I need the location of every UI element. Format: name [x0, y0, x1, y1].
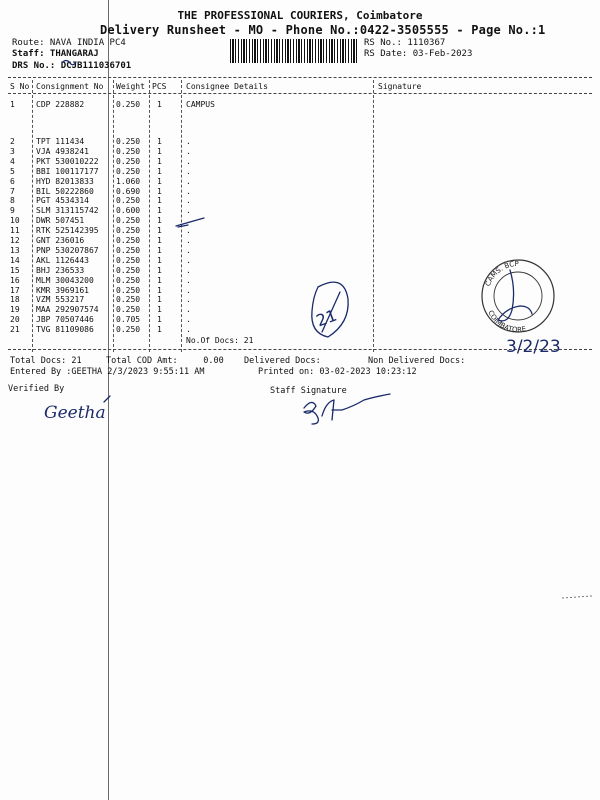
- cell-sno: 3: [10, 146, 15, 156]
- cell-pcs: 1: [157, 245, 162, 255]
- cell-pcs: 1: [157, 216, 162, 226]
- cell-weight: 0.250: [116, 226, 141, 236]
- cell-consignment: PKT 530010222: [36, 156, 99, 166]
- cell-sno: 20: [10, 315, 20, 325]
- staff-signature-label: Staff Signature: [270, 386, 347, 396]
- cell-pcs: 1: [157, 176, 162, 186]
- cell-pcs: 1: [157, 265, 162, 275]
- svg-text:Geetha: Geetha: [44, 403, 106, 423]
- cell-pcs: 1: [157, 305, 162, 315]
- cell-sno: 17: [10, 285, 20, 295]
- non-delivered-docs: Non Delivered Docs:: [368, 356, 466, 366]
- cell-consignment: SLM 313115742: [36, 206, 99, 216]
- cell-sno: 7: [10, 186, 15, 196]
- runsheet-title: Delivery Runsheet - MO - Phone No.:0422-3505555 - Page No.:1: [100, 23, 546, 37]
- cell-sno: 10: [10, 216, 20, 226]
- entered-by: Entered By :GEETHA 2/3/2023 9:55:11 AM: [10, 367, 205, 377]
- cell-consignment: MLM 30043200: [36, 275, 94, 285]
- cell-weight: 0.250: [116, 285, 141, 295]
- cell-sno: 2: [10, 137, 15, 146]
- staff-signature: [304, 394, 390, 424]
- cell-details: .: [186, 305, 191, 315]
- cell-weight: 0.250: [116, 295, 141, 305]
- cell-pcs: 1: [157, 206, 162, 216]
- cell-details: .: [186, 146, 191, 156]
- cell-consignment: PGT 4534314: [36, 196, 89, 206]
- cell-sno: 12: [10, 236, 20, 245]
- cell-weight: 0.250: [116, 166, 141, 176]
- cell-consignment: BBI 100117177: [36, 166, 99, 176]
- cell-details: .: [186, 255, 191, 265]
- cell-consignment: TVG 81109086: [36, 325, 94, 335]
- cell-weight: 0.250: [116, 275, 141, 285]
- cell-consignment: PNP 530207867: [36, 245, 99, 255]
- col-header-weight: Weight: [116, 82, 145, 91]
- cell-details: .: [186, 295, 191, 305]
- cell-consignment: GNT 236016: [36, 236, 85, 245]
- cell-consignment: AKL 1126443: [36, 255, 89, 265]
- cell-sno: 19: [10, 305, 20, 315]
- cell-sno: 18: [10, 295, 20, 305]
- cell-pcs: 1: [157, 156, 162, 166]
- cell-sno: 9: [10, 206, 15, 216]
- cell-pcs: 1: [157, 285, 162, 295]
- cell-weight: 0.250: [116, 255, 141, 265]
- cell-pcs: 1: [157, 295, 162, 305]
- cell-pcs: 1: [157, 255, 162, 265]
- cell-weight: 0.250: [116, 216, 141, 226]
- delivered-docs: Delivered Docs:: [244, 356, 321, 366]
- cell-details: .: [186, 325, 191, 335]
- cell-pcs: 1: [157, 186, 162, 196]
- company-title: THE PROFESSIONAL COURIERS, Coimbatore: [177, 9, 423, 22]
- cell-weight: 0.250: [116, 196, 141, 206]
- scan-mark: [562, 596, 592, 598]
- cell-details: .: [186, 216, 191, 226]
- cell-weight: 1.060: [116, 176, 141, 186]
- col-header-pcs: PCS: [152, 82, 167, 91]
- cell-weight: 0.250: [116, 245, 141, 255]
- cell-details: .: [186, 206, 191, 216]
- cell-details: .: [186, 176, 191, 186]
- circled-count-21: [312, 282, 348, 337]
- cell-weight: 0.250: [116, 265, 141, 275]
- cell-weight: 0.250: [116, 305, 141, 315]
- printed-on: Printed on: 03-02-2023 10:23:12: [258, 367, 417, 377]
- cell-weight: 0.250: [116, 100, 141, 109]
- cell-details: CAMPUS: [186, 100, 215, 109]
- cell-sno: 11: [10, 226, 20, 236]
- cell-pcs: 1: [157, 146, 162, 156]
- cell-consignment: MAA 292907574: [36, 305, 99, 315]
- cell-details: .: [186, 245, 191, 255]
- cell-consignment: KMR 3969161: [36, 285, 89, 295]
- total-docs: Total Docs: 21: [10, 356, 82, 366]
- cell-consignment: VJA 4938241: [36, 146, 89, 156]
- cell-weight: 0.250: [116, 156, 141, 166]
- staff-label: Staff: THANGARAJ: [12, 49, 99, 59]
- svg-text:CAMS. BCP: CAMS. BCP: [483, 259, 519, 288]
- cell-details: .: [186, 156, 191, 166]
- cell-details: .: [186, 137, 191, 146]
- cell-details: .: [186, 236, 191, 245]
- cell-consignment: HYD 82013833: [36, 176, 94, 186]
- cell-consignment: RTK 525142395: [36, 226, 99, 236]
- drs-number: DRS No.: DCJB111036701: [12, 61, 132, 71]
- cell-weight: 0.250: [116, 236, 141, 245]
- svg-text:21: 21: [313, 305, 340, 331]
- route-label: Route: NAVA INDIA PC4: [12, 38, 126, 48]
- cell-consignment: JBP 70507446: [36, 315, 94, 325]
- cell-consignment: DWR 507451: [36, 216, 85, 226]
- cell-consignment: BIL 50222860: [36, 186, 94, 196]
- cell-sno: 6: [10, 176, 15, 186]
- cell-details: .: [186, 275, 191, 285]
- drs-scribble: [62, 61, 76, 65]
- cell-details: .: [186, 196, 191, 206]
- cell-details: .: [186, 315, 191, 325]
- col-header-consignee: Consignee Details: [186, 82, 268, 91]
- cell-weight: 0.250: [116, 146, 141, 156]
- pen-mark: [176, 218, 204, 226]
- cell-pcs: 1: [157, 166, 162, 176]
- cell-sno: 14: [10, 255, 20, 265]
- cell-sno: 15: [10, 265, 20, 275]
- cell-weight: 0.250: [116, 137, 141, 146]
- cell-sno: 13: [10, 245, 20, 255]
- verified-by-label: Verified By: [8, 384, 65, 394]
- cell-consignment: TPT 111434: [36, 137, 85, 146]
- cell-consignment: VZM 553217: [36, 295, 85, 305]
- cell-pcs: 1: [157, 137, 162, 146]
- no-of-docs: No.Of Docs: 21: [186, 336, 254, 345]
- svg-text:COIMBATORE: COIMBATORE: [486, 309, 527, 335]
- cell-sno: 8: [10, 196, 15, 206]
- cell-sno: 5: [10, 166, 15, 176]
- cell-details: .: [186, 166, 191, 176]
- cell-consignment: CDP 228882: [36, 100, 85, 109]
- total-cod: Total COD Amt: 0.00: [106, 356, 224, 366]
- cell-pcs: 1: [157, 325, 162, 335]
- cell-sno: 16: [10, 275, 20, 285]
- cell-details: .: [186, 285, 191, 295]
- cell-pcs: 1: [157, 226, 162, 236]
- handwritten-date: 3/2/23: [506, 337, 561, 357]
- rs-date: RS Date: 03-Feb-2023: [364, 49, 473, 59]
- cell-weight: 0.690: [116, 186, 141, 196]
- cell-weight: 0.600: [116, 206, 141, 216]
- company-stamp: [482, 260, 554, 334]
- verifier-signature: [44, 396, 110, 423]
- cell-details: .: [186, 265, 191, 275]
- cell-details: .: [186, 226, 191, 236]
- cell-details: .: [186, 186, 191, 196]
- cell-pcs: 1: [157, 100, 162, 109]
- rs-number: RS No.: 1110367: [364, 38, 446, 48]
- cell-pcs: 1: [157, 275, 162, 285]
- cell-sno: 21: [10, 325, 20, 335]
- col-header-consignment: Consignment No: [36, 82, 104, 91]
- cell-pcs: 1: [157, 315, 162, 325]
- col-header-signature: Signature: [378, 82, 422, 91]
- cell-pcs: 1: [157, 196, 162, 206]
- cell-sno: 1: [10, 100, 15, 109]
- cell-sno: 4: [10, 156, 15, 166]
- cell-pcs: 1: [157, 236, 162, 245]
- col-header-sno: S No: [10, 82, 30, 91]
- cell-weight: 0.705: [116, 315, 141, 325]
- cell-consignment: BHJ 236533: [36, 265, 85, 275]
- cell-weight: 0.250: [116, 325, 141, 335]
